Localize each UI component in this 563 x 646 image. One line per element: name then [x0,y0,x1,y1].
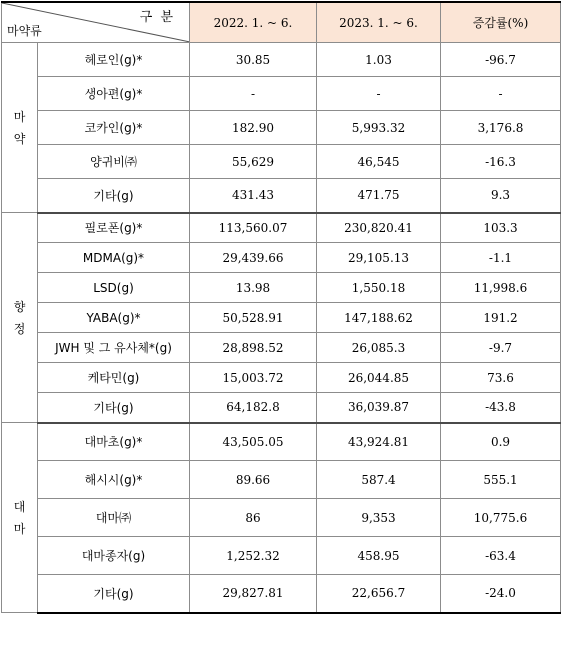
item-cell: 대마종자(g) [38,537,190,575]
value-2022: 30.85 [190,43,317,77]
value-2023: 5,993.32 [317,111,441,145]
category-cannabis: 대 마 [2,423,38,613]
table-row [2,213,561,243]
value-change: 555.1 [441,461,561,499]
value-change: 11,998.6 [441,273,561,303]
value-2023: 43,924.81 [317,423,441,461]
table-row [2,461,561,499]
value-2022: 50,528.91 [190,303,317,333]
value-2022: 43,505.05 [190,423,317,461]
item-cell: 기타(g) [38,393,190,423]
item-cell: 해시시(g)* [38,461,190,499]
item-cell: 생아편(g)* [38,77,190,111]
value-2023: 458.95 [317,537,441,575]
corner-label-drug-type: 마약류 [7,24,42,38]
value-2022: - [190,77,317,111]
item-cell: JWH 및 그 유사체*(g) [38,333,190,363]
value-2023: 46,545 [317,145,441,179]
table-row [2,537,561,575]
value-2022: 29,439.66 [190,243,317,273]
value-2023: 1.03 [317,43,441,77]
value-2022: 86 [190,499,317,537]
item-cell: 케타민(g) [38,363,190,393]
value-2022: 15,003.72 [190,363,317,393]
corner-header-cell [2,2,190,43]
table-row [2,499,561,537]
value-2023: 230,820.41 [317,213,441,243]
drug-seizure-table [1,1,561,614]
item-cell: 필로폰(g)* [38,213,190,243]
value-2022: 28,898.52 [190,333,317,363]
value-change: 3,176.8 [441,111,561,145]
value-change: -1.1 [441,243,561,273]
category-narcotics: 마 약 [2,43,38,213]
value-2023: 26,085.3 [317,333,441,363]
item-cell: YABA(g)* [38,303,190,333]
value-2023: 1,550.18 [317,273,441,303]
table-row [2,111,561,145]
value-change: 191.2 [441,303,561,333]
value-change: -63.4 [441,537,561,575]
table-row [2,303,561,333]
value-change: -24.0 [441,575,561,613]
value-2022: 182.90 [190,111,317,145]
item-cell: 대마㈜ [38,499,190,537]
item-cell: 양귀비㈜ [38,145,190,179]
item-cell: 기타(g) [38,575,190,613]
corner-label-category: 구 분 [139,10,175,25]
table-row [2,243,561,273]
value-2022: 13.98 [190,273,317,303]
value-2023: 587.4 [317,461,441,499]
value-2023: 22,656.7 [317,575,441,613]
value-2023: 9,353 [317,499,441,537]
value-2023: 147,188.62 [317,303,441,333]
value-2022: 89.66 [190,461,317,499]
table-row [2,423,561,461]
value-change: -96.7 [441,43,561,77]
value-change: 103.3 [441,213,561,243]
column-header-change: 증감률(%) [441,2,561,43]
value-2023: 26,044.85 [317,363,441,393]
item-cell: 기타(g) [38,179,190,213]
table-row [2,333,561,363]
value-2022: 113,560.07 [190,213,317,243]
value-change: 10,775.6 [441,499,561,537]
value-change: -16.3 [441,145,561,179]
value-change: 0.9 [441,423,561,461]
value-change: - [441,77,561,111]
value-change: -43.8 [441,393,561,423]
item-cell: 대마초(g)* [38,423,190,461]
value-2022: 431.43 [190,179,317,213]
value-2022: 1,252.32 [190,537,317,575]
table-row [2,273,561,303]
item-cell: 코카인(g)* [38,111,190,145]
value-2023: - [317,77,441,111]
table-row [2,179,561,213]
column-header-2022: 2022. 1. ~ 6. [190,2,317,43]
table-row [2,363,561,393]
table-row [2,77,561,111]
value-change: 73.6 [441,363,561,393]
item-cell: MDMA(g)* [38,243,190,273]
value-change: -9.7 [441,333,561,363]
value-2022: 29,827.81 [190,575,317,613]
value-2022: 64,182.8 [190,393,317,423]
item-cell: LSD(g) [38,273,190,303]
column-header-2023: 2023. 1. ~ 6. [317,2,441,43]
value-2022: 55,629 [190,145,317,179]
value-2023: 29,105.13 [317,243,441,273]
table-row [2,43,561,77]
table-row [2,393,561,423]
table-row [2,575,561,613]
item-cell: 헤로인(g)* [38,43,190,77]
value-2023: 471.75 [317,179,441,213]
category-psychotropics: 향 정 [2,213,38,423]
value-2023: 36,039.87 [317,393,441,423]
table-row [2,145,561,179]
value-change: 9.3 [441,179,561,213]
